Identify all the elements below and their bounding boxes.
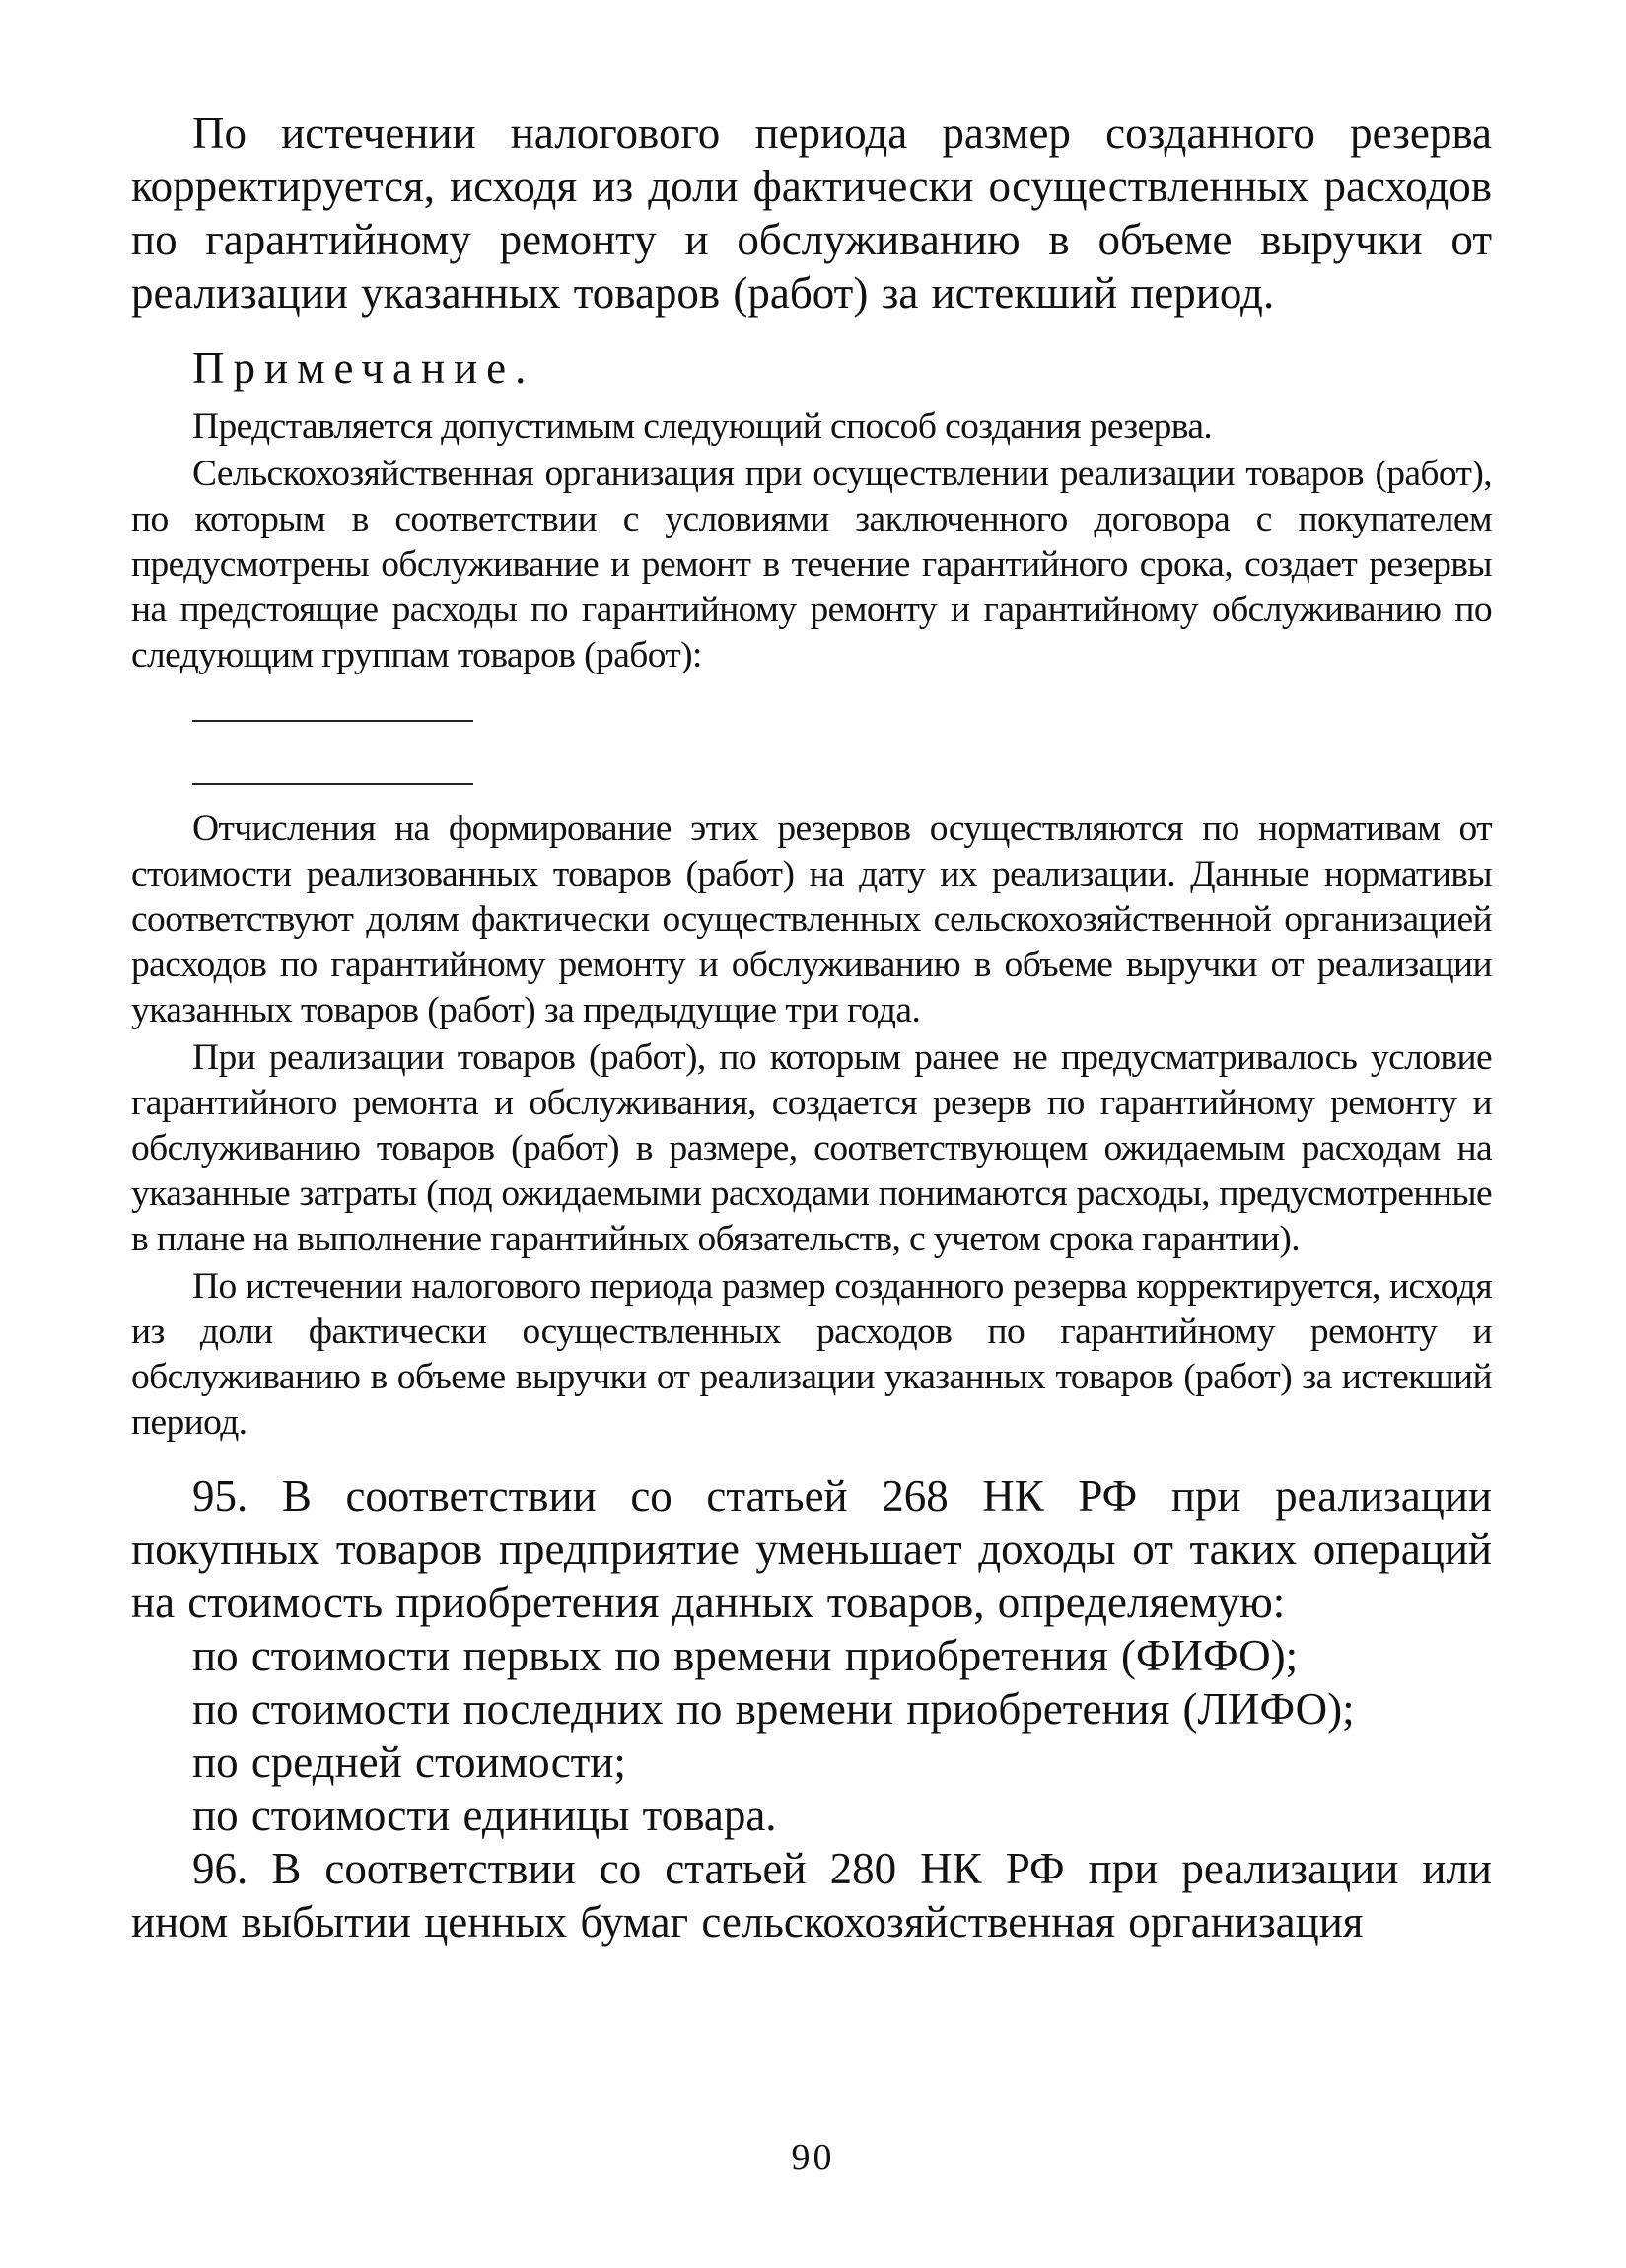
- note-paragraph-3: Отчисления на формирование этих резервов осуществляются по нормативам от стоимости реализованных товаров (работ) на дату их реализации. Данные нормативы соответствуют долям фактически осуществленных сельскохозяйственной организацией расходов по гарантийному ремонту и обслуживанию в объеме выручки от реализации указанных товаров (работ) за предыдущие три года.: [131, 809, 1492, 1030]
- blank-line: [192, 755, 473, 785]
- document-page: [131, 106, 1492, 1949]
- note-paragraph-5: По истечении налогового периода размер созданного резерва корректируется, исходя из доли фактически осуществленных расходов по гарантийному ремонту и обслуживанию в объеме выручки от реализации указанных товаров (работ) за истекший период.: [131, 1266, 1492, 1443]
- main-text-bottom: [131, 1469, 1492, 1949]
- note-paragraph-4: При реализации товаров (работ), по которым ранее не предусматривалось условие гарантийного ремонта и обслуживания, создается резерв по гарантийному ремонту и обслуживанию товаров (работ) в размере, соответствующем ожидаемым расходам на указанные затраты (под ожидаемыми расходами понимаются расходы, предусмотренные в плане на выполнение гарантийных обязательств, с учетом срока гарантии).: [131, 1037, 1492, 1259]
- note-paragraph-1: Представляется допустимым следующий способ создания резерва.: [192, 406, 1213, 447]
- paragraph-reserve-adjustment: По истечении налогового периода размер созданного резерва корректируется, исходя из доли фактически осуществленных расходов по гарантийному ремонту и обслуживанию в объеме выручки от реализации указанных товаров (работ) за истекший период.: [131, 108, 1492, 318]
- item-95-option: по стоимости единицы товара.: [192, 1791, 777, 1840]
- main-text-top: [131, 106, 1492, 319]
- page-number: 90: [791, 2137, 835, 2178]
- item-95-option: по стоимости первых по времени приобретения (ФИФО);: [192, 1631, 1299, 1680]
- item-95-option: по средней стоимости;: [192, 1737, 626, 1787]
- item-95-text: 95. В соответствии со статьей 268 НК РФ при реализации покупных товаров предприятие уменьшает доходы от таких операций на стоимость приобретения данных товаров, определяемую:: [131, 1471, 1492, 1627]
- note-block: [131, 404, 1492, 1446]
- note-label: Примечание.: [192, 343, 535, 392]
- blank-line: [192, 692, 473, 722]
- blank-lines: [131, 692, 1492, 785]
- item-95-option: по стоимости последних по времени приобретения (ЛИФО);: [192, 1684, 1355, 1734]
- item-96-text: 96. В соответствии со статьей 280 НК РФ при реализации или ином выбытии ценных бумаг сельскохозяйственная организация: [131, 1844, 1492, 1947]
- note-paragraph-2: Сельскохозяйственная организация при осуществлении реализации товаров (работ), по которым в соответствии с условиями заключенного договора с покупателем предусмотрены обслуживание и ремонт в течение гарантийного срока, создает резервы на предстоящие расходы по гарантийному ремонту и гарантийному обслуживанию по следующим группам товаров (работ):: [131, 454, 1492, 675]
